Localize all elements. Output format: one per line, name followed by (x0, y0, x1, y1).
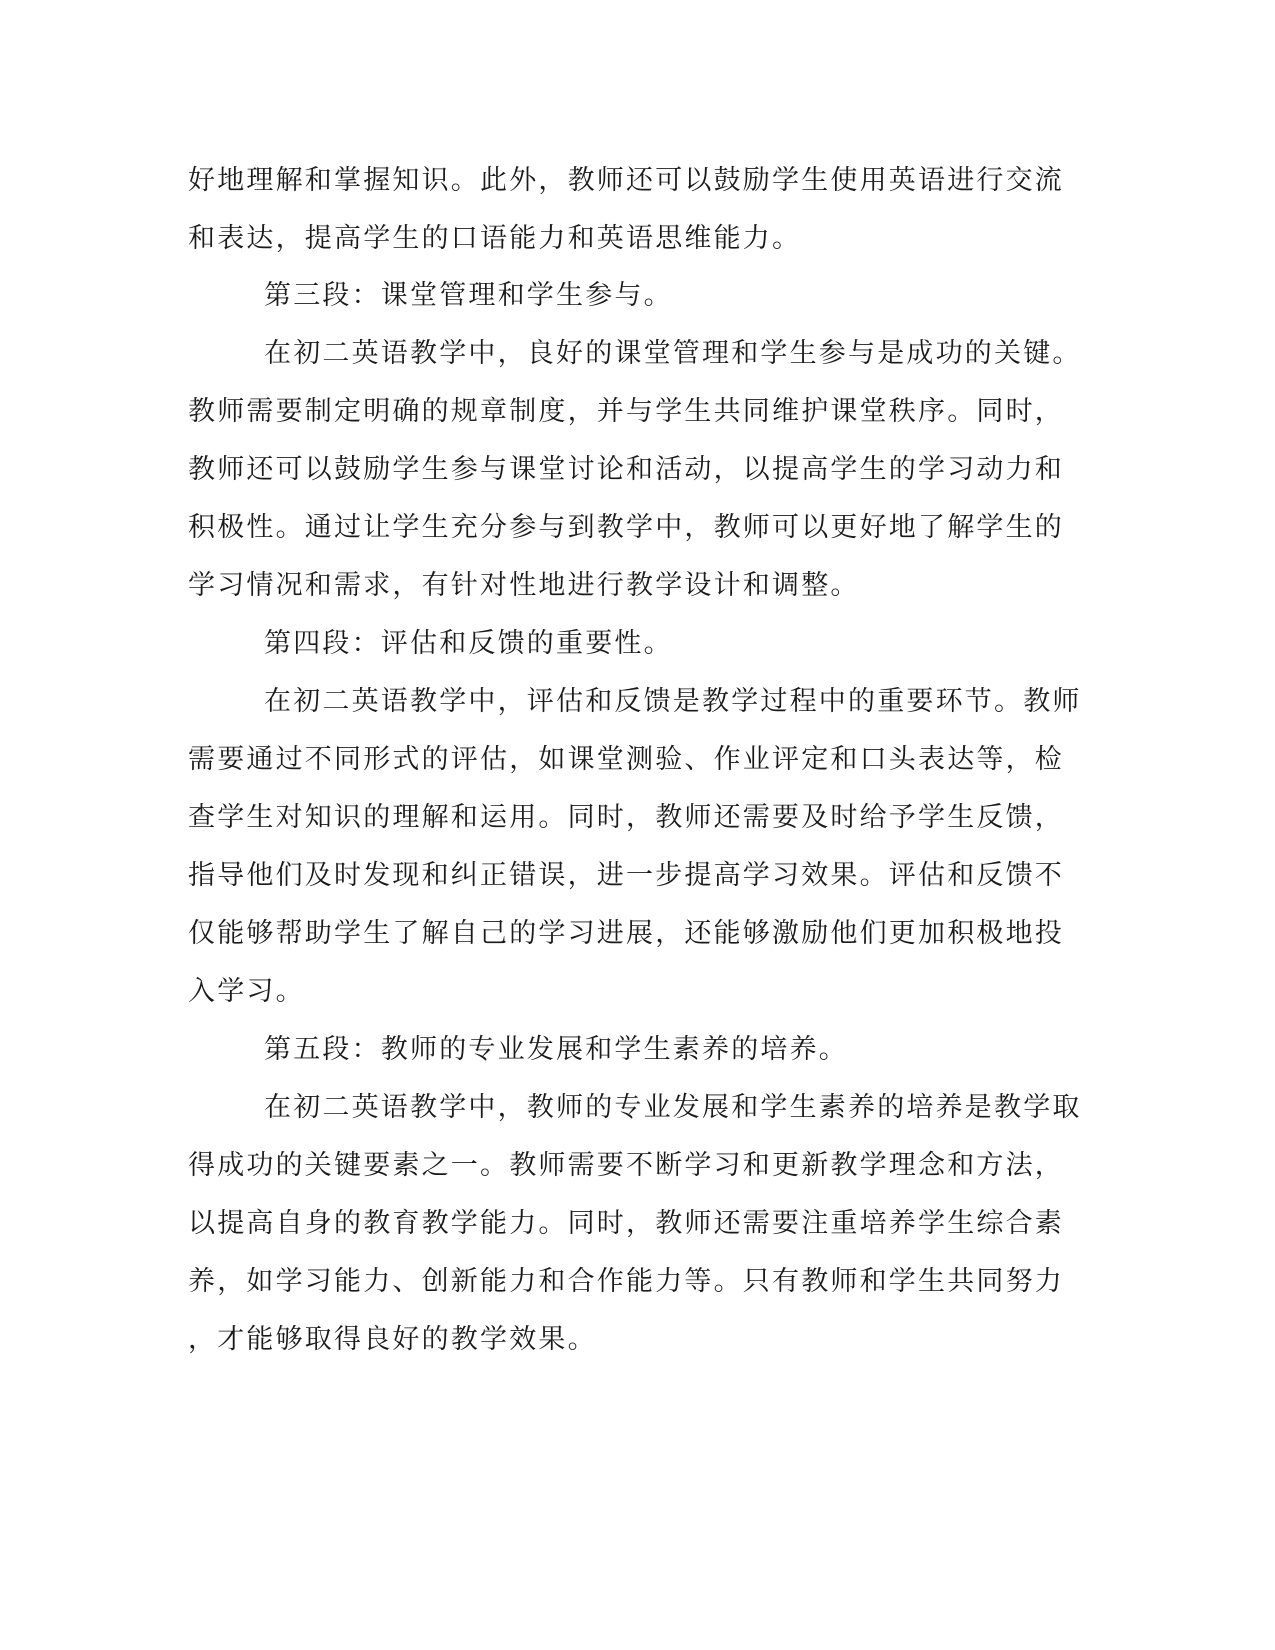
text-line: 养，如学习能力、创新能力和合作能力等。只有教师和学生共同努力 (188, 1266, 1064, 1297)
text-line: 以提高自身的教育教学能力。同时，教师还需要注重培养学生综合素 (188, 1208, 1064, 1239)
text-line: 指导他们及时发现和纠正错误，进一步提高学习效果。评估和反馈不 (188, 860, 1064, 891)
text-line: 入学习。 (188, 976, 305, 1007)
text-line: 得成功的关键要素之一。教师需要不断学习和更新教学理念和方法， (188, 1150, 1064, 1181)
text-line: 和表达，提高学生的口语能力和英语思维能力。 (188, 223, 802, 254)
text-line: 需要通过不同形式的评估，如课堂测验、作业评定和口头表达等，检 (188, 744, 1064, 775)
text-line: 在初二英语教学中，良好的课堂管理和学生参与是成功的关键。 (264, 338, 1082, 369)
text-line: 教师需要制定明确的规章制度，并与学生共同维护课堂秩序。同时， (188, 396, 1064, 427)
text-line: 查学生对知识的理解和运用。同时，教师还需要及时给予学生反馈， (188, 802, 1064, 833)
section-heading: 第三段：课堂管理和学生参与。 (264, 280, 673, 311)
text-line: 教师还可以鼓励学生参与课堂讨论和活动，以提高学生的学习动力和 (188, 454, 1064, 485)
text-line: 好地理解和掌握知识。此外，教师还可以鼓励学生使用英语进行交流 (188, 165, 1064, 196)
text-line: 仅能够帮助学生了解自己的学习进展，还能够激励他们更加积极地投 (188, 918, 1064, 949)
section-heading: 第五段：教师的专业发展和学生素养的培养。 (264, 1034, 848, 1065)
section-heading: 第四段：评估和反馈的重要性。 (264, 628, 673, 659)
text-line: ，才能够取得良好的教学效果。 (188, 1324, 597, 1355)
text-line: 积极性。通过让学生充分参与到教学中，教师可以更好地了解学生的 (188, 512, 1064, 543)
text-line: 学习情况和需求，有针对性地进行教学设计和调整。 (188, 570, 860, 601)
text-line: 在初二英语教学中，教师的专业发展和学生素养的培养是教学取 (264, 1092, 1082, 1123)
text-line: 在初二英语教学中，评估和反馈是教学过程中的重要环节。教师 (264, 686, 1082, 717)
